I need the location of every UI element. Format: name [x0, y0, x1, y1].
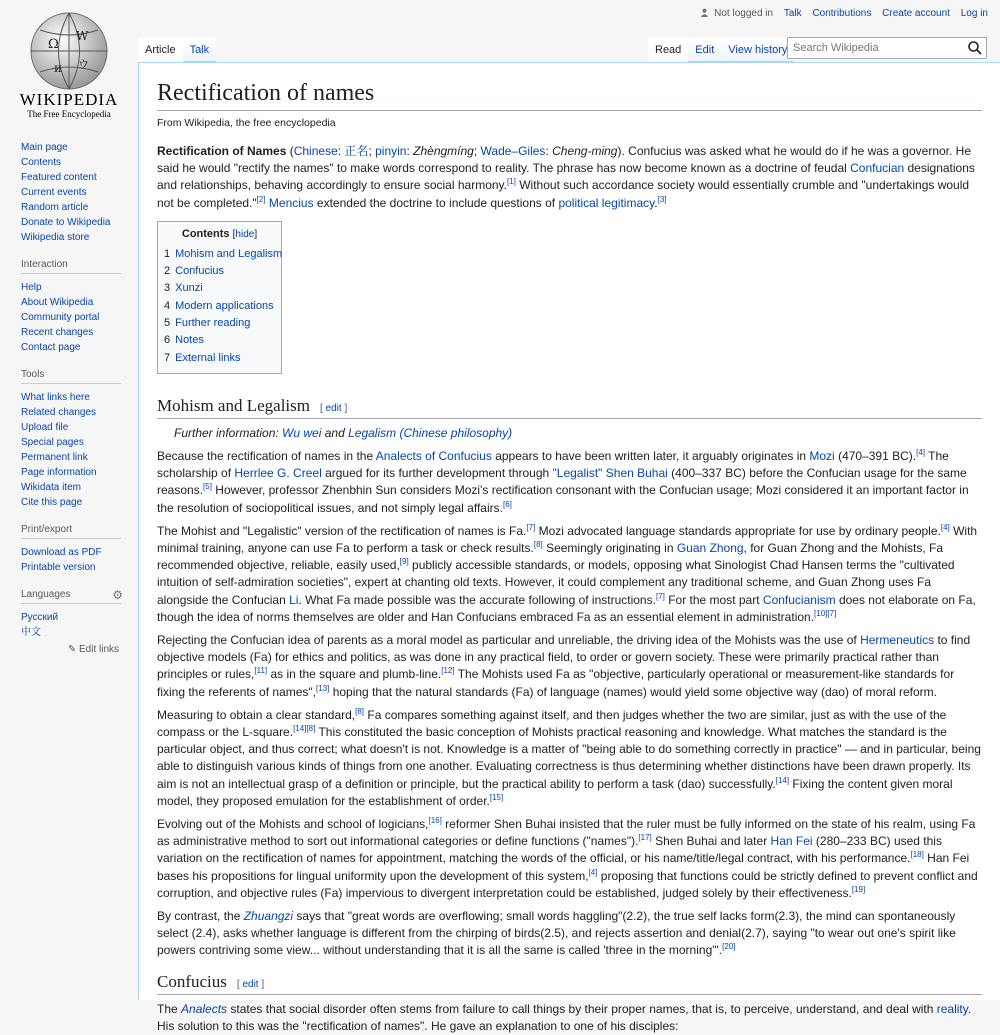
- sidebar-item-upload-file[interactable]: Upload file: [21, 422, 69, 433]
- sidebar-item-donate[interactable]: Donate to Wikipedia: [21, 217, 111, 228]
- svg-text:и: и: [54, 61, 62, 75]
- analects-link[interactable]: Analects of Confucius: [375, 448, 492, 463]
- section-heading-mohism: Mohism and Legalism [ edit ]: [157, 396, 982, 419]
- sidebar-item-related-changes[interactable]: Related changes: [21, 407, 97, 418]
- toc-item-modern[interactable]: 4 Modern applications: [164, 299, 274, 312]
- sidebar-tools: [0, 369, 138, 510]
- ref-link[interactable]: [2]: [256, 194, 266, 204]
- ref-link[interactable]: [8]: [533, 539, 543, 549]
- paragraph-confucius-1: The Analects states that social disorder often stems from failure to call things by their proper names, that is, to perceive, understand, and deal with reality. His solution to this was the "rectification of names". He gave an explanation to one of his disciples:: [157, 1001, 972, 1033]
- toc-item-external-links[interactable]: 7 External links: [164, 351, 241, 364]
- sidebar-heading-tools: Tools: [21, 369, 121, 384]
- search-input[interactable]: [788, 39, 958, 57]
- sidebar-item-what-links-here[interactable]: What links here: [21, 392, 90, 403]
- sidebar-item-contents[interactable]: Contents: [21, 157, 62, 168]
- section-edit-link[interactable]: edit: [325, 402, 342, 414]
- toc-item-notes[interactable]: 6 Notes: [164, 334, 204, 347]
- sidebar-item-featured-content[interactable]: Featured content: [21, 172, 97, 183]
- tab-view-history[interactable]: View history: [721, 38, 794, 62]
- ref-link[interactable]: [7]: [526, 522, 536, 532]
- paragraph-mohism-1: Because the rectification of names in the Analects of Confucius appears to have been written later, it arguably originates in Mozi (470–391 BC).[4] The scholarship of Herrlee G. Creel argued for its further development through "Legalist" Shen Buhai (400–337 BC) before the Confucian usage for the same reasons.[5] However, professor Zhenbhin Sun considers Mozi's rectification consonant with the Confucian usage; Mozi considered it an important factor in the resolution of sociopolitical issues, and not simply legal affairs.[6]: [157, 447, 969, 515]
- ref-link[interactable]: [4]: [940, 522, 950, 532]
- mencius-link[interactable]: Mencius: [268, 195, 314, 210]
- sidebar-item-recent-changes[interactable]: Recent changes: [21, 327, 94, 338]
- log-in-link[interactable]: Log in: [960, 8, 988, 19]
- ref-link[interactable]: [17]: [638, 833, 652, 843]
- paragraph-mohism-2: The Mohist and "Legalistic" version of the rectification of names is Fa.[7] Mozi advocated language standards appropriate for use by ordinary people.[4] With minimal training, anyone can use Fa to perform a task or check results.[8] Seemingly originating in Guan Zhong, for Guan Zhong and the Mohists, Fa recommended objective, reliable, easily used,[9] publicly accessible standards, or models, opposing what Sinologist Chad Hansen terms the "cultivated intuition of self-admiration societies", expert at chanting old texts. However, it could complement any traditional scheme, and Guan Zhong uses Fa alongside the Confucian Li. What Fa made possible was the accurate following of instructions.[7] For the most part Confucianism does not elaborate on Fa, though the idea of norms themselves are older and Han Confucians embraced Fa as an essential element in administration.[10][7]: [157, 522, 978, 624]
- sidebar-interaction: [0, 259, 138, 355]
- confucian-link[interactable]: Confucian: [850, 161, 905, 176]
- ref-link[interactable]: [7]: [655, 591, 665, 601]
- toc-item-xunzi[interactable]: 3 Xunzi: [164, 282, 203, 295]
- ref-link[interactable]: [6]: [502, 499, 512, 509]
- svg-text:Ω: Ω: [48, 37, 59, 52]
- sidebar-item-store[interactable]: Wikipedia store: [21, 232, 90, 243]
- sidebar-item-permanent-link[interactable]: Permanent link: [21, 452, 88, 463]
- wikipedia-logo[interactable]: [0, 0, 138, 130]
- li-link[interactable]: Li: [289, 592, 299, 607]
- wu-wei-link[interactable]: Wu wei: [282, 425, 322, 440]
- personal-tools: [692, 8, 988, 19]
- section-heading-confucius: Confucius [ edit ]: [157, 972, 982, 995]
- sidebar-item-printable-version[interactable]: Printable version: [21, 562, 96, 573]
- paragraph-mohism-5: Evolving out of the Mohists and school of logicians,[16] reformer Shen Buhai insisted that the ruler must be fully informed on the state of his realm, using Fa as administrative method to sort out informational categories or define functions ("names").[17] Shen Buhai and later Han Fei (280–233 BC) used this variation on the rectification of names for appointment, matching the words of the official, or his name/title/legal contract, with his performance.[18] Han Fei bases his propositions for lingual uniformity upon the development of this system,[4] proposing that functions could be strictly defined to prevent conflict and corruption, and objective rules (Fa) impervious to divergent interpretation could be established, judged solely by their effectiveness.[19]: [157, 815, 978, 900]
- analects-link[interactable]: Analects: [181, 1001, 228, 1016]
- political-legitimacy-link[interactable]: political legitimacy: [558, 195, 655, 210]
- not-logged-in: Not logged in: [700, 8, 776, 19]
- sidebar-item-lang-russian[interactable]: Русский: [21, 612, 59, 623]
- ref-link[interactable]: [5]: [203, 482, 212, 492]
- table-of-contents: [157, 221, 282, 374]
- sidebar-main-nav: [0, 140, 138, 245]
- sidebar-item-special-pages[interactable]: Special pages: [21, 437, 84, 448]
- svg-text:ウ: ウ: [78, 58, 89, 71]
- paragraph-mohism-3: Rejecting the Confucian idea of parents as a moral model as particular and unreliable, the driving idea of the Mohists was the use of Hermeneutics to find objective models (Fa) for ethics and politics, as was done in any practical field, to order or govern society. These were primarily practical rather than principles or rules,[11] as in the square and plumb-line.[12] The Mohists used Fa as "objective, particularly operational or measurement-like standards for fixing the referents of names",[13] hoping that the natural standards (Fa) of language (names) would yield some objective way (dao) of moral reform.: [157, 632, 971, 699]
- sidebar-item-page-information[interactable]: Page information: [21, 467, 97, 478]
- sidebar-item-lang-chinese[interactable]: 中文: [21, 627, 41, 638]
- chinese-chars-link[interactable]: 正名: [344, 144, 369, 158]
- ref-link[interactable]: [16]: [428, 815, 442, 825]
- ref-link[interactable]: [20]: [722, 942, 736, 952]
- ref-link[interactable]: [8]: [355, 706, 365, 716]
- ref-link[interactable]: [4]: [916, 447, 926, 457]
- sidebar-heading-languages: Languages ⚙: [21, 588, 123, 602]
- legalism-link[interactable]: Legalism (Chinese philosophy): [348, 425, 513, 440]
- tab-article[interactable]: Article: [138, 38, 183, 62]
- sidebar-item-random-article[interactable]: Random article: [21, 202, 89, 213]
- zhuangzi-link[interactable]: Zhuangzi: [243, 908, 294, 923]
- intro-paragraph: Rectification of Names (Chinese: 正名; pinyin: Zhèngmíng; Wade–Giles: Cheng-ming). Confucius was asked what he would do if he was a governor. He said he would "rectify the names" to make words correspond to reality. The phrase has now become known as a doctrine of feudal Confucian designations and relationships, behaving accordingly to ensure social harmony.[1] Without such accordance society would essentially crumble and "undertakings would not be completed."[2] Mencius extended the doctrine to include questions of political legitimacy.[3]: [157, 144, 975, 210]
- main-content: [138, 62, 1000, 1033]
- page-title: Rectification of names: [157, 78, 982, 111]
- toc-item-confucius[interactable]: 2 Confucius: [164, 265, 225, 278]
- sidebar-print-export: [0, 524, 138, 575]
- sidebar-heading-print: Print/export: [21, 524, 121, 539]
- mozi-link[interactable]: Mozi: [809, 448, 835, 463]
- ref-link[interactable]: [15]: [489, 792, 504, 802]
- toc-hide-link[interactable]: hide: [235, 228, 255, 240]
- ref-link[interactable]: [14]: [775, 775, 790, 785]
- pinyin-link[interactable]: pinyin: [375, 144, 407, 158]
- han-fei-link[interactable]: Han Fei: [770, 834, 813, 849]
- sidebar-item-download-pdf[interactable]: Download as PDF: [21, 547, 102, 558]
- ref-link[interactable]: [12]: [441, 666, 455, 676]
- contributions-link[interactable]: Contributions: [812, 8, 872, 19]
- ref-link[interactable]: [3]: [657, 194, 667, 204]
- sidebar-item-about[interactable]: About Wikipedia: [21, 297, 94, 308]
- toc-title: Contents [hide]: [181, 227, 258, 240]
- toc-item-further-reading[interactable]: 5 Further reading: [164, 317, 251, 329]
- paragraph-mohism-6: By contrast, the Zhuangzi says that "great words are overflowing; small words haggling"(2.2), the true self lacks form(2.3), the mind can spontaneously select (2.4), asks whether language is different from the chirping of birds(2.5), and rejects assertion and denial(2.7), saying "to wear out one's spirit like powers contriving some view... without understanding that it is all the same is called 'three in the morning'".[20]: [157, 908, 956, 958]
- logo-tagline: The Free Encyclopedia: [27, 109, 111, 119]
- namespace-tabs: [138, 38, 216, 62]
- wade-giles-link[interactable]: Wade–Giles: [480, 144, 546, 158]
- ref-link[interactable]: [14][8]: [293, 723, 316, 733]
- ref-link[interactable]: [9]: [399, 557, 409, 567]
- sidebar-item-community-portal[interactable]: Community portal: [21, 312, 100, 323]
- sidebar-heading-interaction: Interaction: [21, 259, 121, 274]
- pencil-icon: ✎: [67, 644, 77, 655]
- toc-item-mohism[interactable]: 1 Mohism and Legalism: [164, 247, 283, 260]
- tab-edit[interactable]: Edit: [688, 38, 721, 62]
- user-icon: [700, 8, 709, 17]
- ref-link[interactable]: [19]: [851, 884, 866, 894]
- logo-wordmark: WIKIPEDIA: [19, 90, 119, 109]
- hermeneutics-link[interactable]: Hermeneutics: [860, 632, 935, 647]
- sidebar-item-cite-page[interactable]: Cite this page: [21, 497, 83, 508]
- tab-talk[interactable]: Talk: [183, 38, 217, 62]
- ref-link[interactable]: [10][7]: [814, 608, 837, 618]
- ref-link[interactable]: [11]: [254, 666, 268, 676]
- sidebar-item-help[interactable]: Help: [21, 282, 42, 293]
- reality-link[interactable]: reality: [936, 1001, 968, 1016]
- guan-zhong-link[interactable]: Guan Zhong: [676, 540, 744, 555]
- chinese-link[interactable]: Chinese: [293, 144, 338, 158]
- sidebar-item-wikidata-item[interactable]: Wikidata item: [21, 482, 82, 493]
- paragraph-mohism-4: Measuring to obtain a clear standard,[8] Fa compares something against itself, and then judges whether the two are similar, just as with the use of the compass or the L-square.[14][8] This constituted the basic conception of Mohists practical reasoning and knowledge. What matches the standard is the particular object, and thus correct; what doesn't is not. Knowledge is a matter of "being able to do something correctly in practice" — and in particular, being able to distinguish various kinds of things from one another. Evaluating correctness is thus determining whether distinctions have been drawn properly. Its aim is not an intellectual grasp of a definition or principle, but the practical ability to perform a task (dao) successfully.[14] Fixing the content given moral model, they proposed emulation for the establishment of order.[15]: [157, 706, 981, 808]
- ref-link[interactable]: [4]: [588, 867, 598, 877]
- create-account-link[interactable]: Create account: [882, 8, 950, 19]
- sidebar: [0, 140, 138, 669]
- sidebar-item-current-events[interactable]: Current events: [21, 187, 87, 198]
- creel-link[interactable]: Herrlee G. Creel: [234, 466, 322, 481]
- ref-link[interactable]: [1]: [506, 177, 516, 187]
- tab-read[interactable]: Read: [648, 38, 688, 62]
- confucianism-link[interactable]: Confucianism: [762, 592, 836, 607]
- site-tagline: From Wikipedia, the free encyclopedia: [157, 117, 336, 129]
- view-tabs: [648, 38, 794, 62]
- ref-link[interactable]: [13]: [316, 683, 330, 693]
- ref-link[interactable]: [18]: [910, 850, 924, 860]
- gear-icon[interactable]: ⚙: [112, 588, 123, 602]
- search-icon[interactable]: [967, 40, 983, 56]
- talk-link[interactable]: Talk: [783, 8, 802, 19]
- globe-logo-icon: [28, 10, 110, 92]
- sidebar-item-contact[interactable]: Contact page: [21, 342, 81, 353]
- sidebar-item-main-page[interactable]: Main page: [21, 142, 68, 153]
- hatnote: Further information: Wu wei and Legalism (Chinese philosophy): [174, 425, 513, 440]
- shen-buhai-link[interactable]: "Legalist" Shen Buhai: [552, 466, 668, 481]
- sidebar-languages: [0, 589, 138, 655]
- search-box: [787, 37, 987, 59]
- section-edit-link[interactable]: edit: [242, 978, 259, 990]
- svg-text:W: W: [76, 29, 89, 43]
- edit-links[interactable]: ✎ Edit links: [67, 644, 119, 655]
